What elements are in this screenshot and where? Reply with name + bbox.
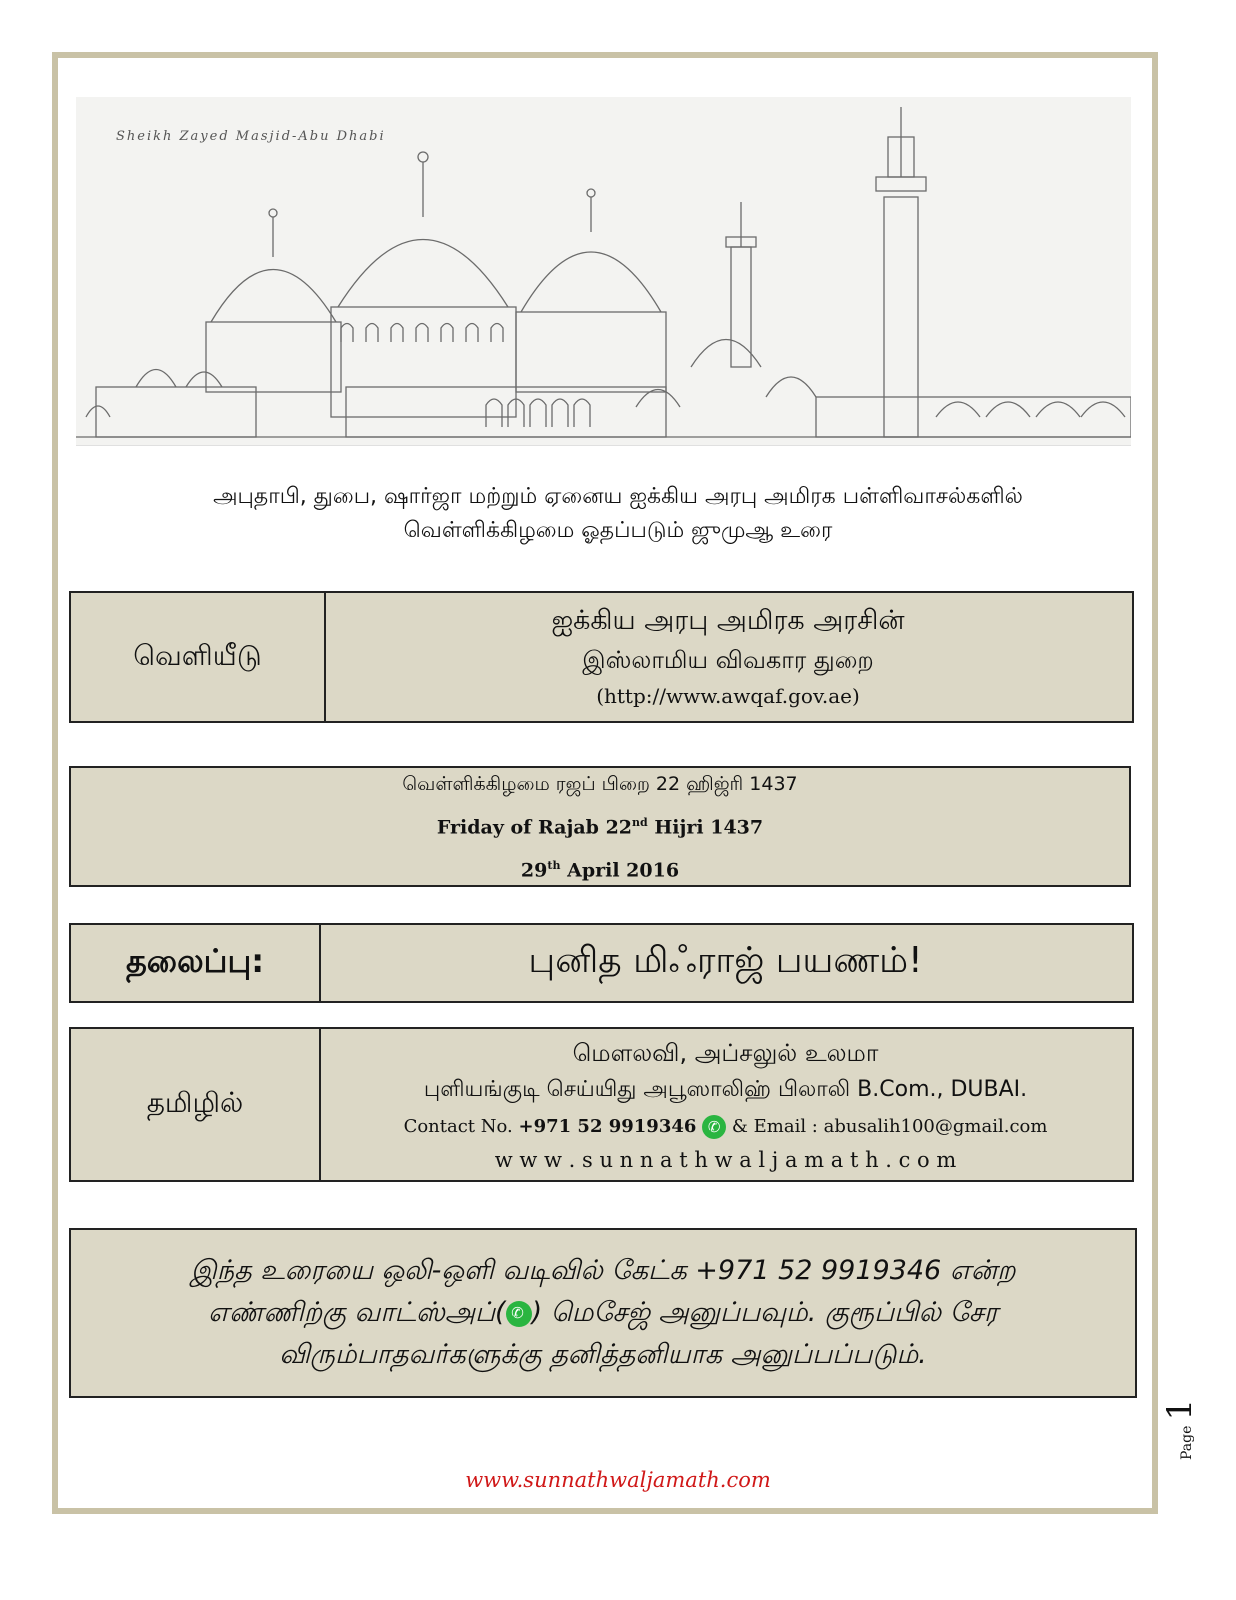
friday-sup: nd bbox=[632, 816, 648, 830]
notice-line-2 bbox=[208, 1292, 998, 1334]
intro-line-2: வெள்ளிக்கிழமை ஓதப்படும் ஜுமுஆ உரை bbox=[403, 518, 833, 543]
banner-caption: Sheikh Zayed Masjid-Abu Dhabi bbox=[116, 129, 386, 144]
mosque-sketch bbox=[76, 97, 1131, 445]
publisher-line-1: ஐக்கிய அரபு அமிரக அரசின் bbox=[551, 605, 905, 636]
publisher-label: வெளியீடு bbox=[71, 593, 326, 721]
date-sup: th bbox=[547, 858, 561, 872]
contact-label: Contact No. bbox=[403, 1115, 513, 1137]
footer-url-link[interactable]: www.sunnathwaljamath.com bbox=[465, 1468, 771, 1492]
publisher-url-link[interactable]: (http://www.awqaf.gov.ae) bbox=[596, 684, 860, 708]
date-box bbox=[69, 766, 1131, 887]
page-number bbox=[1160, 1400, 1200, 1460]
page-label: Page bbox=[1179, 1425, 1195, 1460]
date-tamil: வெள்ளிக்கிழமை ரஜப் பிறை 22 ஹிஜ்ரி 1437 bbox=[402, 773, 798, 796]
date-friday bbox=[437, 803, 763, 847]
mosque-banner-image bbox=[76, 97, 1131, 446]
publisher-box bbox=[69, 591, 1134, 723]
notice-line-2a: எண்ணிற்கு வாட்ஸ்அப்( bbox=[208, 1297, 506, 1328]
friday-prefix: Friday of Rajab 22 bbox=[436, 816, 633, 839]
page-number-value: 1 bbox=[1160, 1398, 1200, 1421]
email-link[interactable]: abusalih100@gmail.com bbox=[823, 1115, 1048, 1137]
date-suffix: April 2016 bbox=[567, 858, 680, 881]
notice-line-1: இந்த உரையை ஒலி-ஒளி வடிவில் கேட்க +971 52 9919346 என்ற bbox=[190, 1255, 1016, 1286]
whatsapp-icon bbox=[702, 1115, 726, 1139]
whatsapp-icon bbox=[506, 1301, 532, 1327]
intro-line-1: அபுதாபி, துபை, ஷார்ஜா மற்றும் ஏனைய ஐக்கிய அரபு அமிரக பள்ளிவாசல்களில் bbox=[213, 484, 1023, 509]
friday-suffix: Hijri 1437 bbox=[654, 816, 764, 839]
title-box bbox=[69, 923, 1134, 1003]
title-label: தலைப்பு: bbox=[71, 925, 321, 1001]
date-prefix: 29 bbox=[520, 858, 548, 881]
notice-line-2b: ) மெசேஜ் அனுப்பவும். குரூப்பில் சேர bbox=[531, 1297, 998, 1328]
website-link[interactable]: w w w . s u n n a t h w a l j a m a t h . c o m bbox=[494, 1147, 957, 1172]
publisher-line-2: இஸ்லாமிய விவகார துறை bbox=[582, 646, 874, 674]
notice-box bbox=[69, 1228, 1137, 1398]
date-gregorian bbox=[521, 848, 679, 888]
email-label: & Email : bbox=[731, 1115, 818, 1137]
sermon-title: புனித மிஃராஜ் பயணம்! bbox=[528, 940, 923, 981]
translator-line-2: புளியங்குடி செய்யிது அபூஸாலிஹ் பிலாலி B.Com., DUBAI. bbox=[423, 1076, 1028, 1102]
translator-label: தமிழில் bbox=[71, 1029, 321, 1180]
contact-phone: +971 52 9919346 bbox=[518, 1115, 697, 1137]
notice-line-3: விரும்பாதவர்களுக்கு தனித்தனியாக அனுப்பப்படும். bbox=[279, 1339, 927, 1370]
translator-line-1: மௌலவி, அப்சலுல் உலமா bbox=[572, 1038, 879, 1067]
translator-box bbox=[69, 1027, 1134, 1182]
contact-line bbox=[404, 1109, 1048, 1145]
